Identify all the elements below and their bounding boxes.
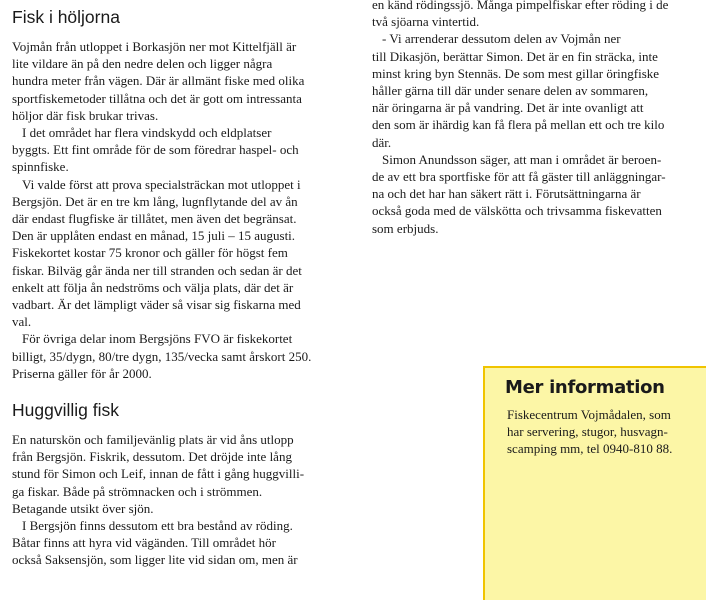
text-line: Simon Anundsson säger, att man i området är beroen- — [382, 151, 662, 167]
text-line: också Saksensjön, som ligger lite vid sidan om, men är — [12, 552, 298, 568]
text-line: Priserna gäller för år 2000. — [12, 365, 152, 381]
text-line: Bergsjön. Det är en tre km lång, lugnflytande del av ån — [12, 193, 298, 209]
section-heading-huggvillig-fisk: Huggvillig fisk — [12, 400, 119, 421]
section-body-huggvillig-fisk — [12, 431, 347, 569]
text-line: från Bergsjön. Fiskrik, dessutom. Det dröjde inte lång — [12, 449, 292, 465]
text-line: - Vi arrenderar dessutom delen av Vojmån ner — [382, 31, 621, 47]
text-line: En naturskön och familjevänlig plats är vid åns utlopp — [12, 432, 294, 448]
text-line: när öringarna är på vandring. Det är inte ovanligt att — [372, 100, 644, 116]
text-line: I Bergsjön finns dessutom ett bra bestånd av röding. — [22, 518, 293, 534]
text-line: Båtar finns att hyra vid vägänden. Till området hör — [12, 535, 276, 551]
text-line: spinnfiske. — [12, 159, 69, 175]
text-line: håller gärna till där under senare delen av sommaren, — [372, 83, 649, 99]
text-line: sportfiskemetoder tillåtna och det är gott om intressanta — [12, 90, 302, 106]
text-line: na och det har han säkert rätt i. Förutsättningarna är — [372, 186, 641, 202]
text-line: två sjöarna vintertid. — [372, 14, 480, 30]
text-line: Fiskekortet kostar 75 kronor och gäller för högst fem — [12, 245, 288, 261]
text-line: de av ett bra sportfiske för att få gäster till anläggningar- — [372, 169, 666, 185]
text-line: ga fiskar. Både på strömnacken och i strömmen. — [12, 483, 263, 499]
text-line: en känd rödingssjö. Många pimpelfiskar efter röding i de — [372, 0, 669, 12]
info-box-title: Mer information — [505, 377, 665, 398]
text-line: stund för Simon och Leif, innan de fått i gång huggvilli- — [12, 466, 305, 482]
right-column-body — [372, 0, 698, 237]
section-heading-fisk-i-holjorna: Fisk i höljorna — [12, 7, 120, 27]
info-box-line: har servering, stugor, husvagn- — [507, 424, 668, 440]
info-box — [483, 366, 706, 600]
left-column — [12, 0, 347, 569]
text-line: För övriga delar inom Bergsjöns FVO är fiskekortet — [22, 331, 293, 347]
text-line: höljor där fisk brukar trivas. — [12, 107, 159, 123]
text-line: enkelt att följa ån nedströms och välja plats, där det är — [12, 279, 294, 295]
right-column — [372, 0, 698, 237]
text-line: där endast flugfiske är tillåtet, men även det begränsat. — [12, 211, 297, 227]
text-line: val. — [12, 314, 32, 330]
text-line: I det området har flera vindskydd och eldplatser — [22, 125, 272, 141]
text-line: till Dikasjön, berättar Simon. Det är en fin sträcka, inte — [372, 48, 658, 64]
text-line: fiskar. Bilväg går ända ner till stranden och sedan är det — [12, 262, 302, 278]
text-line: minst kring byn Stennäs. De som mest gillar öringfiske — [372, 65, 660, 81]
text-line: också goda med de välskötta och trivsamma fiskevatten — [372, 203, 662, 219]
text-line: lite vildare än på den nedre delen och ligger några — [12, 56, 273, 72]
text-line: hundra meter från vägen. Där är allmänt fiske med olika — [12, 73, 305, 89]
text-line: Den är upplåten endast en månad, 15 juli – 15 augusti. — [12, 228, 296, 244]
text-line: den som är ihärdig kan få flera på mellan ett och tre kilo — [372, 117, 665, 133]
text-line: där. — [372, 134, 392, 150]
text-line: som erbjuds. — [372, 220, 439, 236]
text-line: byggts. Ett fint område för de som föredrar haspel- och — [12, 142, 299, 158]
info-box-line: Fiskecentrum Vojmådalen, som — [507, 407, 671, 422]
info-box-body — [507, 406, 672, 458]
text-line: Betagande utsikt över sjön. — [12, 500, 154, 516]
text-line: Vi valde först att prova specialsträckan mot utloppet i — [22, 176, 301, 192]
text-line: Vojmån från utloppet i Borkasjön ner mot Kittelfjäll är — [12, 39, 297, 54]
info-box-line: scamping mm, tel 0940-810 88. — [507, 441, 673, 457]
text-line: vadbart. Är det lämpligt väder så visar sig fiskarna med — [12, 297, 301, 313]
text-line: billigt, 35/dygn, 80/tre dygn, 135/vecka samt årskort 250. — [12, 348, 312, 364]
section-body-fisk-i-holjorna — [12, 38, 347, 382]
